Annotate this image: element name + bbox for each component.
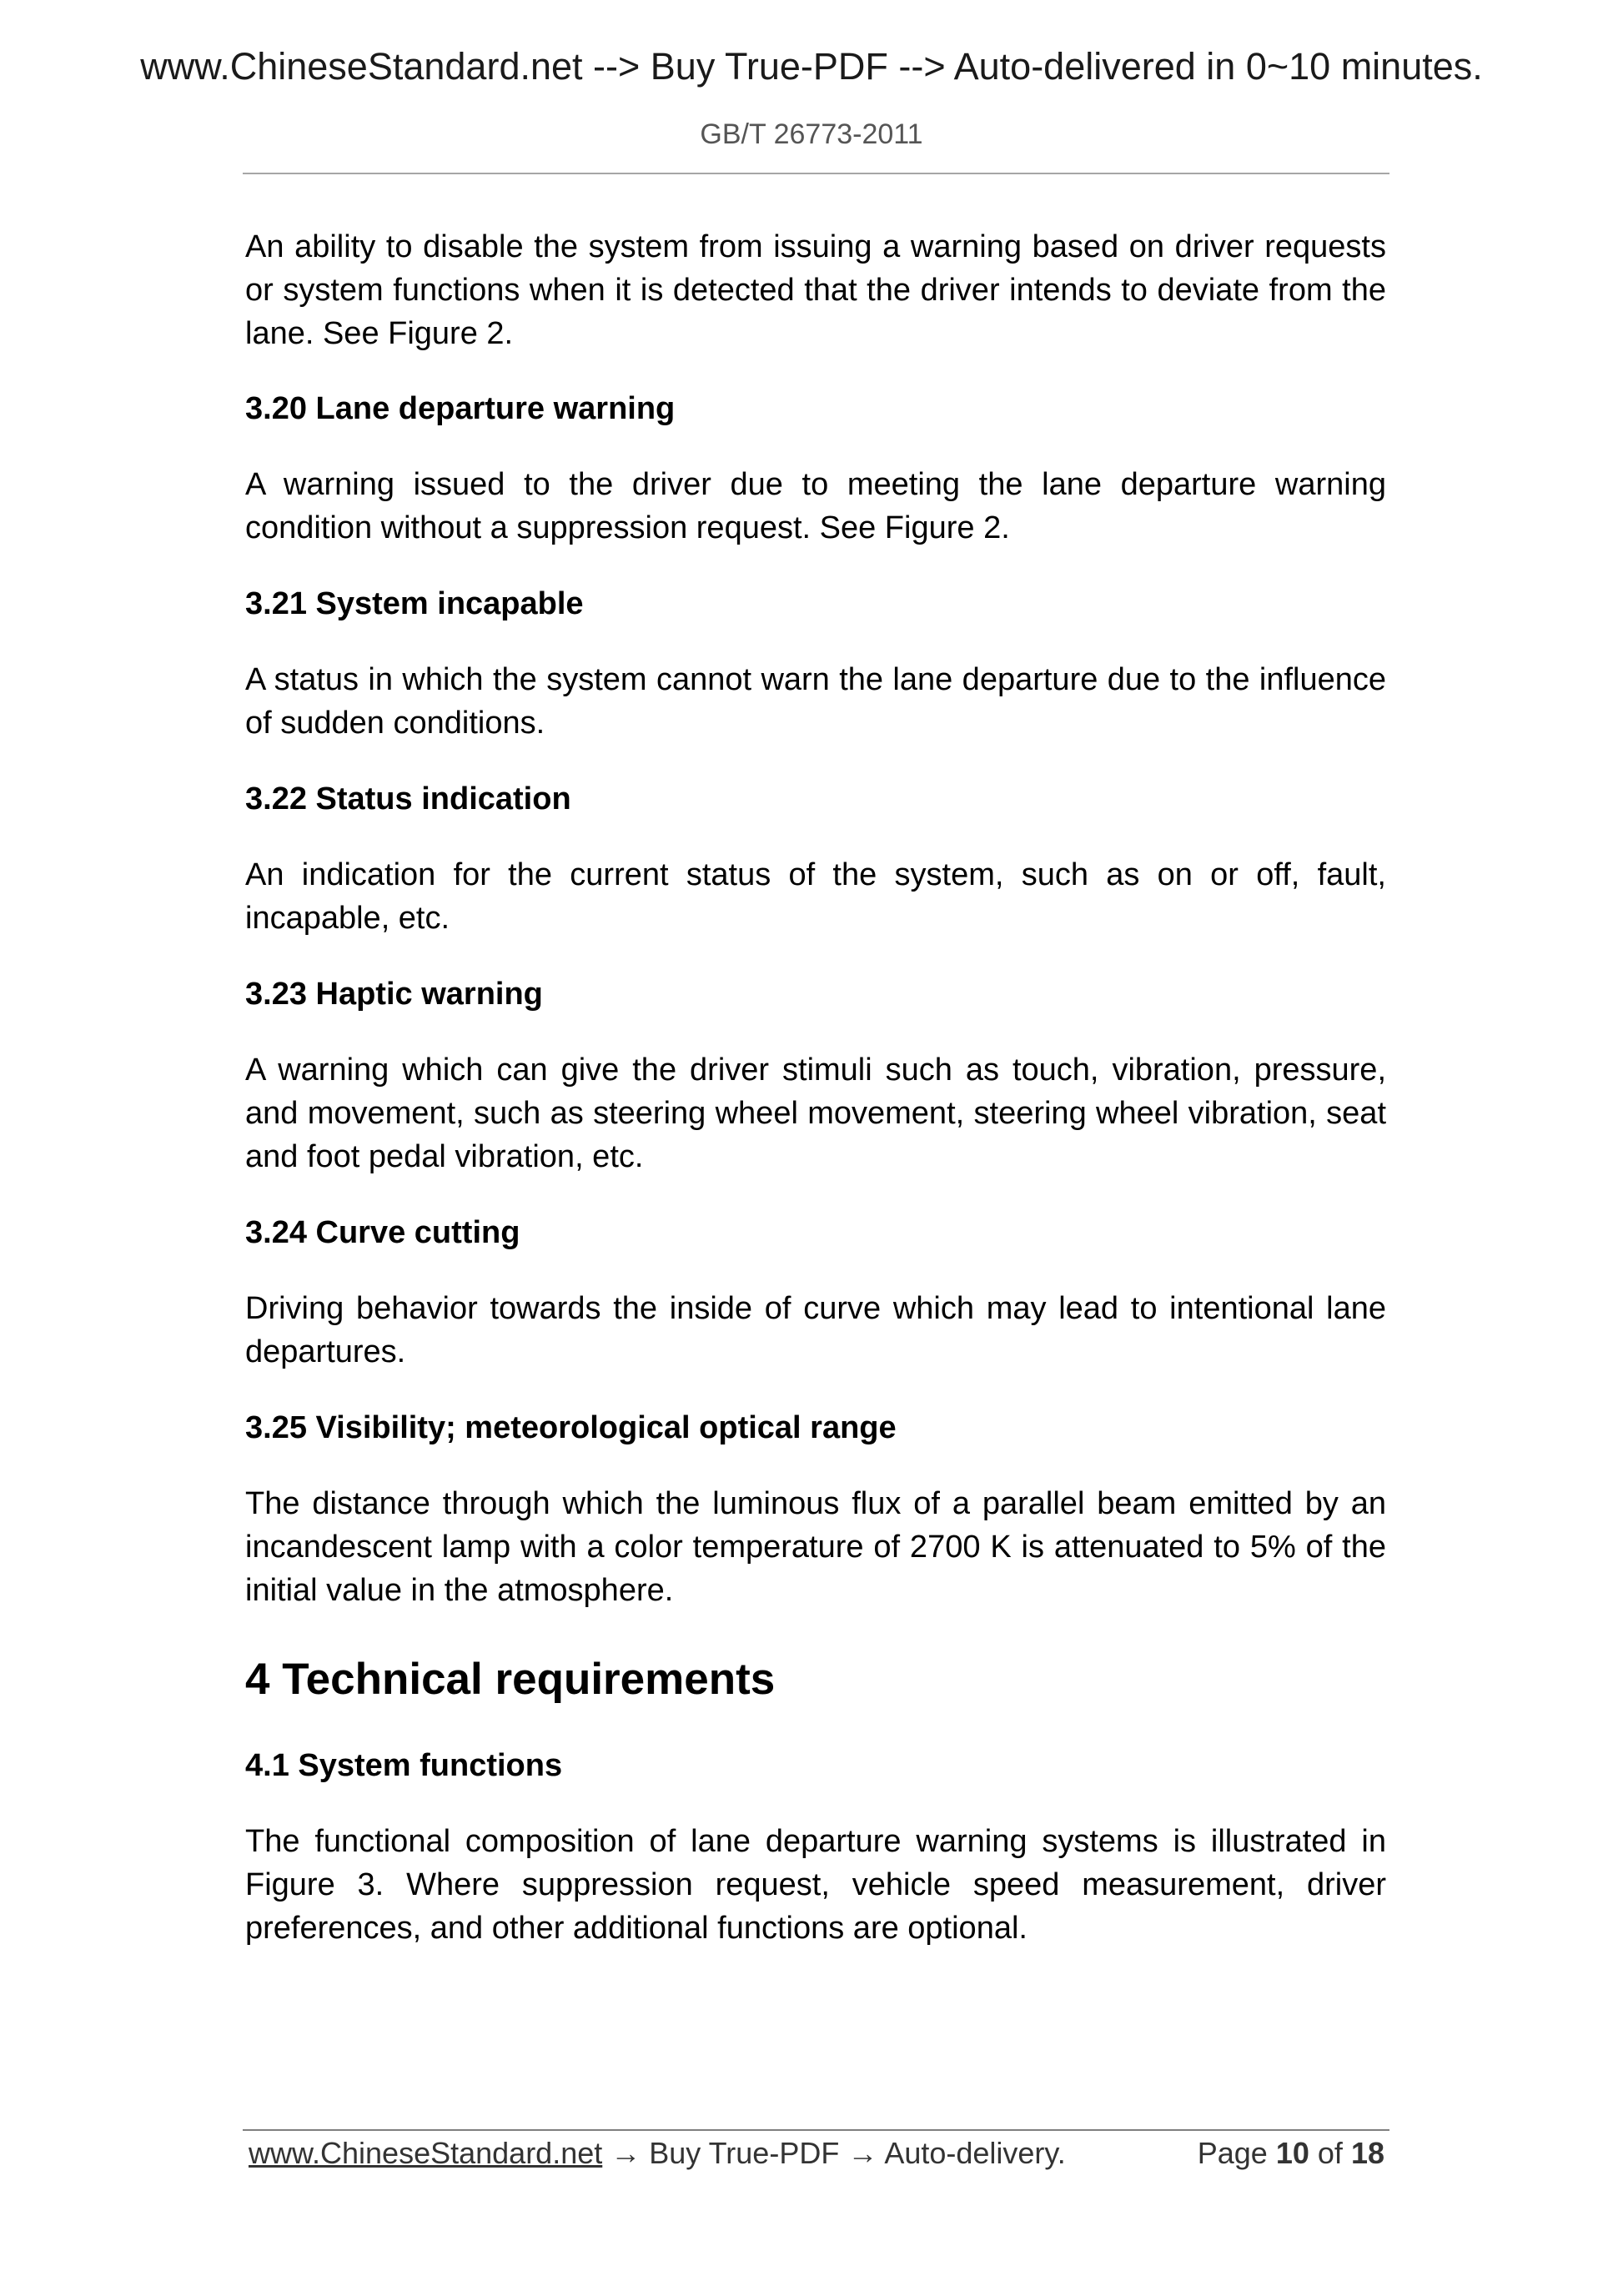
chapter-heading: 4 Technical requirements [245, 1655, 776, 1704]
footer-promo [249, 2133, 1066, 2173]
top-banner: www.ChineseStandard.net --> Buy True-PDF --> Auto-delivered in 0~10 minutes. [140, 45, 1483, 88]
standard-code: GB/T 26773-2011 [700, 118, 923, 150]
page-total: 18 [1350, 2136, 1384, 2170]
section-heading-3-22: 3.22 Status indication [245, 781, 571, 816]
page-number [1198, 2133, 1384, 2173]
page-body [245, 225, 1386, 1950]
section-text-4-1: The functional composition of lane departure warning systems is illustrated in Figure 3. Where suppression request, vehicle speed measurement, driver preferences, and other additional functions are optional. [245, 1824, 1386, 1946]
section-heading-3-20: 3.20 Lane departure warning [245, 391, 676, 426]
section-heading-3-25: 3.25 Visibility; meteorological optical range [245, 1410, 897, 1445]
section-heading-3-21: 3.21 System incapable [245, 586, 584, 621]
section-text-3-24: Driving behavior towards the inside of curve which may lead to intentional lane departures. [245, 1291, 1386, 1369]
section-text-3-20: A warning issued to the driver due to meeting the lane departure warning condition without a suppression request. See Figure 2. [245, 467, 1386, 545]
page-of-label: of [1317, 2136, 1343, 2170]
section-heading-3-24: 3.24 Curve cutting [245, 1215, 520, 1250]
footer-tagline: → Buy True-PDF → Auto-delivery. [602, 2136, 1066, 2170]
section-heading-3-23: 3.23 Haptic warning [245, 977, 543, 1012]
footer-website-link[interactable]: www.ChineseStandard.net [249, 2136, 603, 2170]
section-text-3-23: A warning which can give the driver stimuli such as touch, vibration, pressure, and movement, such as steering wheel movement, steering wheel vibration, seat and foot pedal vibration, etc. [245, 1053, 1386, 1174]
section-text-3-22: An indication for the current status of the system, such as on or off, fault, incapable, etc. [245, 857, 1386, 936]
page-footer [249, 2133, 1384, 2175]
footer-divider [243, 2129, 1389, 2131]
page-label: Page [1197, 2136, 1268, 2170]
section-text-3-21: A status in which the system cannot warn the lane departure due to the influence of sudden conditions. [245, 662, 1386, 741]
intro-paragraph: An ability to disable the system from issuing a warning based on driver requests or system functions when it is detected that the driver intends to deviate from the lane. See Figure 2. [245, 229, 1386, 351]
section-heading-4-1: 4.1 System functions [245, 1748, 563, 1783]
section-text-3-25: The distance through which the luminous flux of a parallel beam emitted by an incandescent lamp with a color temperature of 2700 K is attenuated to 5% of the initial value in the atmosphere. [245, 1486, 1386, 1608]
header-divider [243, 173, 1389, 174]
page-current: 10 [1275, 2136, 1309, 2170]
